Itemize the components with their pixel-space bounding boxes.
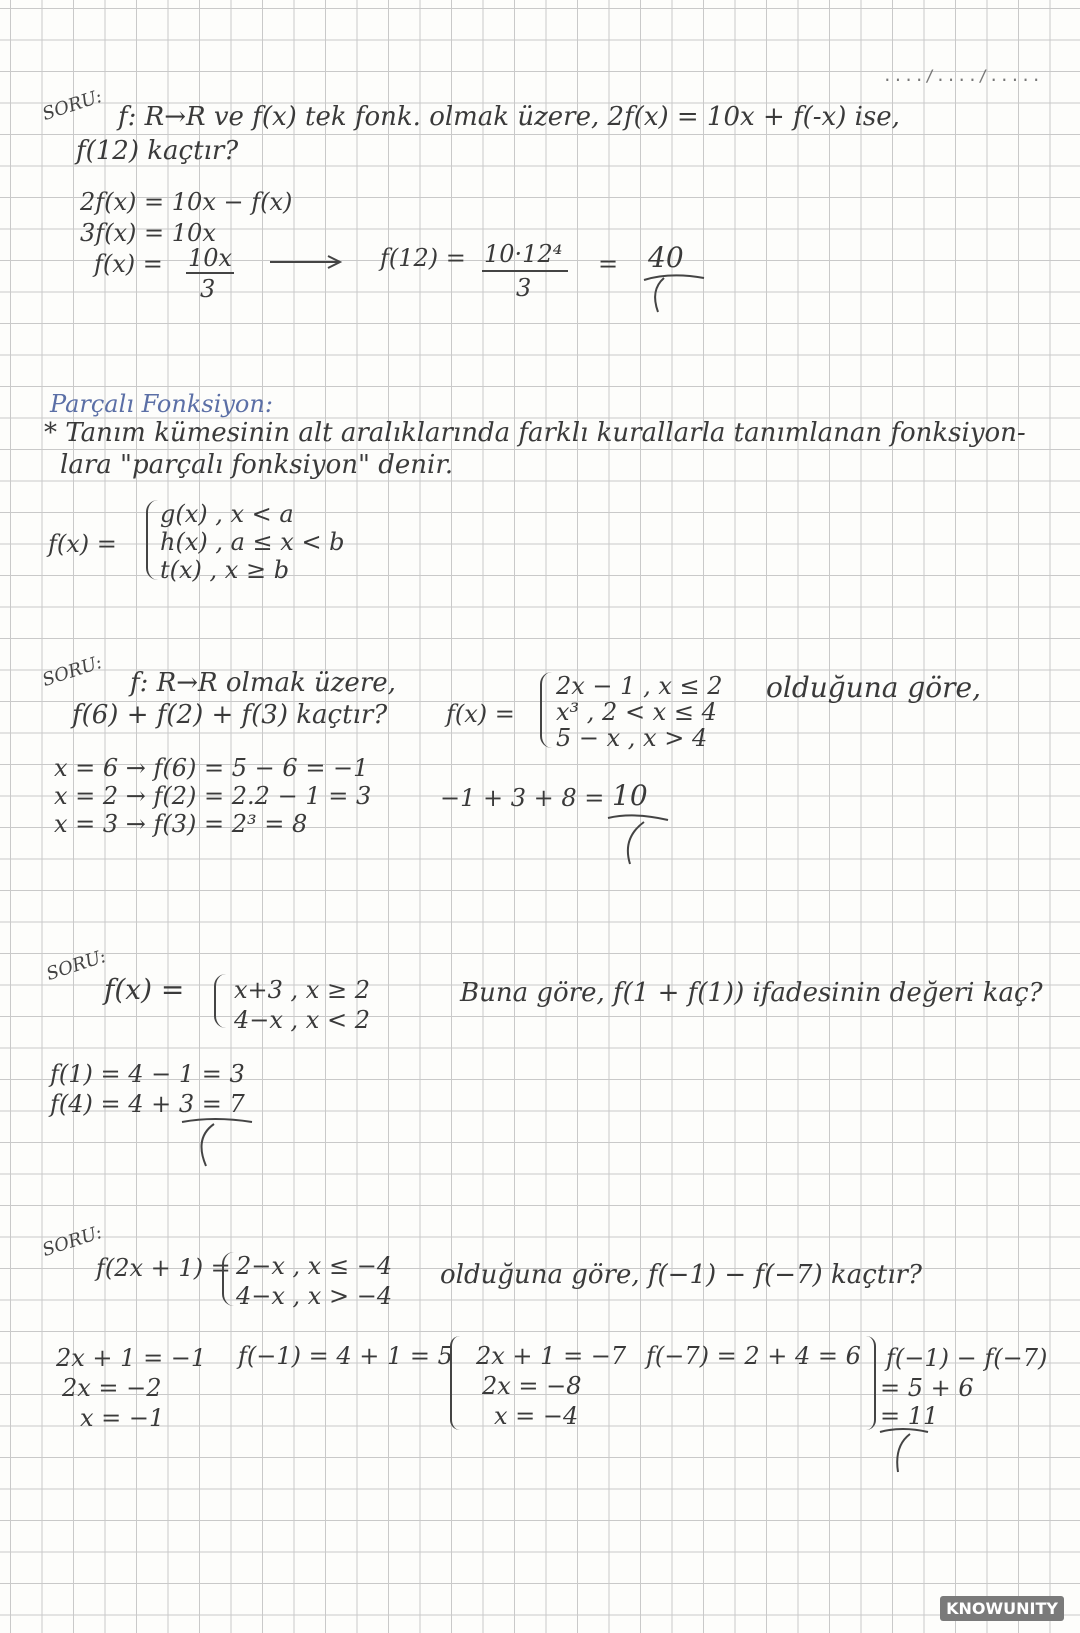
q4-colA-1: 2x + 1 = −1 <box>56 1344 207 1372</box>
q4-colB-2: 2x = −8 <box>482 1372 582 1400</box>
brand-logo: KNOWUNITY <box>940 1596 1064 1621</box>
q3-brace <box>214 974 226 1028</box>
answer-mark-icon <box>640 270 710 316</box>
q1-step3-num: 10x <box>188 244 233 272</box>
q3-work-1: f(1) = 4 − 1 = 3 <box>50 1060 245 1088</box>
q3-prompt: Buna göre, f(1 + f(1)) ifadesinin değeri kaç? <box>460 978 1043 1008</box>
q1-line1: f: R→R ve f(x) tek fonk. olmak üzere, 2f(x) = 10x + f(-x) ise, <box>118 102 900 132</box>
q4-colC-3: = 11 <box>880 1402 939 1430</box>
def-line2: lara "parçalı fonksiyon" denir. <box>60 450 454 480</box>
q1-result-lhs: f(12) = <box>380 244 466 272</box>
q1-fraction-bar <box>186 272 234 274</box>
q1-result-num: 10·12⁴ <box>484 240 563 268</box>
q2-row-2: x³ , 2 < x ≤ 4 <box>556 698 717 726</box>
def-brace <box>146 500 158 580</box>
answer-mark-icon <box>180 1112 260 1170</box>
q4-colA-2: 2x = −2 <box>62 1374 162 1402</box>
q2-row-3: 5 − x , x > 4 <box>556 724 708 752</box>
def-row-3: t(x) , x ≥ b <box>160 556 290 584</box>
q4-colB-3: x = −4 <box>494 1402 579 1430</box>
q4-row-1: 2−x , x ≤ −4 <box>236 1252 393 1280</box>
date-placeholder: ..../..../..... <box>882 66 1042 85</box>
q1-result-den: 3 <box>516 274 532 302</box>
q1-step1: 2f(x) = 10x − f(x) <box>80 188 293 216</box>
answer-mark-icon <box>876 1424 936 1476</box>
q4-row-2: 4−x , x > −4 <box>236 1282 393 1310</box>
q2-answer: 10 <box>612 779 648 812</box>
q1-result-eq: = <box>598 250 619 278</box>
q4-f1: f(−1) = 4 + 1 = 5 <box>238 1342 453 1370</box>
q4-colC-2: = 5 + 6 <box>880 1374 974 1402</box>
q2-work-3: x = 3 → f(3) = 2³ = 8 <box>54 810 308 838</box>
def-title: Parçalı Fonksiyon: <box>50 390 273 418</box>
q2-tail: olduğuna göre, <box>766 671 981 704</box>
def-row-2: h(x) , a ≤ x < b <box>160 528 345 556</box>
q3-row-2: 4−x , x < 2 <box>234 1006 370 1034</box>
q2-work-2: x = 2 → f(2) = 2.2 − 1 = 3 <box>54 782 372 810</box>
q3-work-2: f(4) = 4 + 3 = 7 <box>50 1090 245 1118</box>
q2-brace <box>540 672 552 748</box>
def-line1: * Tanım kümesinin alt aralıklarında farklı kurallarla tanımlanan fonksiyon- <box>44 418 1026 448</box>
q1-step2: 3f(x) = 10x <box>80 219 216 247</box>
def-row-1: g(x) , x < a <box>160 500 294 528</box>
q1-answer: 40 <box>648 241 684 274</box>
q3-fx: f(x) = <box>104 973 185 1006</box>
q1-label: SORU: <box>39 86 105 125</box>
q2-label: SORU: <box>39 652 105 691</box>
q4-f7: f(−7) = 2 + 4 = 6 <box>646 1342 861 1370</box>
answer-mark-icon <box>604 808 674 868</box>
q2-line1: f: R→R olmak üzere, <box>130 668 396 698</box>
q4-label: SORU: <box>39 1222 105 1261</box>
q2-row-1: 2x − 1 , x ≤ 2 <box>556 672 723 700</box>
q1-step3-den: 3 <box>200 275 216 303</box>
q4-colC-1: f(−1) − f(−7) <box>886 1344 1048 1372</box>
q4-brace-c <box>866 1336 876 1430</box>
q4-colA-3: x = −1 <box>80 1404 165 1432</box>
q1-result-bar <box>482 270 568 272</box>
q1-line2: f(12) kaçtır? <box>76 136 239 166</box>
q1-step3-lhs: f(x) = <box>94 250 163 278</box>
q4-prompt: olduğuna göre, f(−1) − f(−7) kaçtır? <box>440 1260 922 1290</box>
def-fx: f(x) = <box>48 530 117 558</box>
q4-colB-1: 2x + 1 = −7 <box>476 1342 627 1370</box>
q3-label: SORU: <box>43 946 109 985</box>
q4-brace-b <box>450 1336 460 1430</box>
q3-row-1: x+3 , x ≥ 2 <box>234 976 370 1004</box>
q2-work-1: x = 6 → f(6) = 5 − 6 = −1 <box>54 754 369 782</box>
q4-fx: f(2x + 1) = <box>96 1254 231 1282</box>
q2-line2: f(6) + f(2) + f(3) kaçtır? <box>72 700 388 730</box>
q2-fx: f(x) = <box>446 700 515 728</box>
arrow-right-icon <box>268 252 348 272</box>
q2-sum: −1 + 3 + 8 = <box>440 784 605 812</box>
q4-brace <box>222 1252 234 1306</box>
